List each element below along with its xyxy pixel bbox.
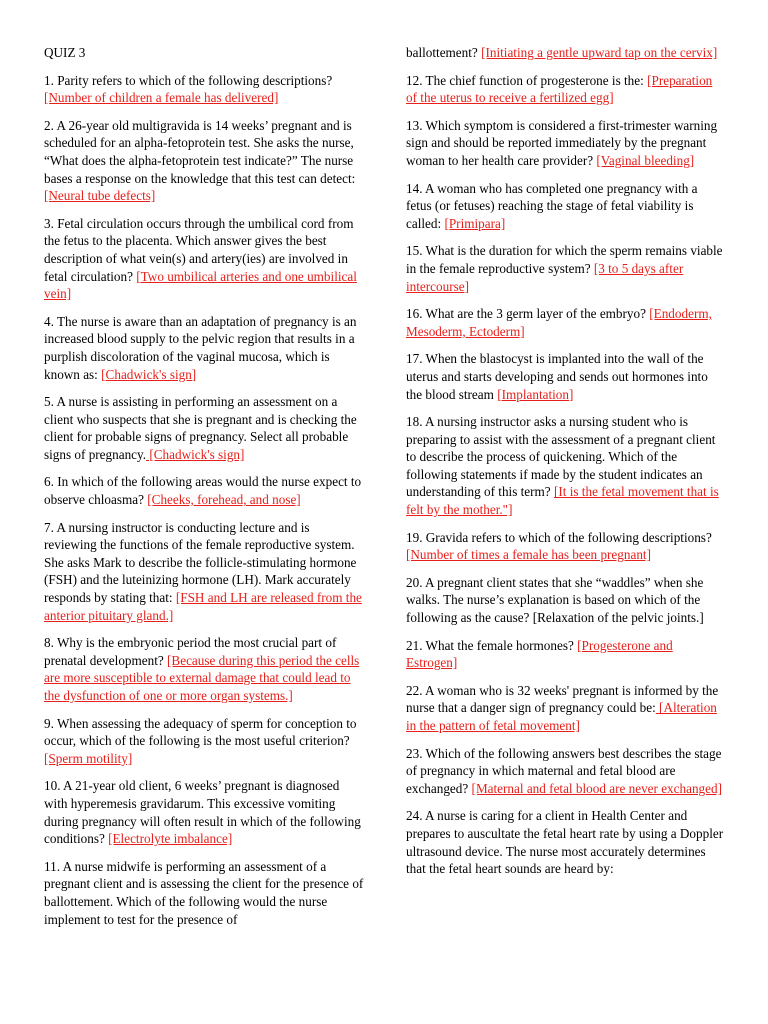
- question-3: [44, 215, 364, 303]
- answer-text: [Endoderm, Mesoderm, Ectoderm]: [406, 306, 712, 339]
- question-text: 5. A nurse is assisting in performing an assessment on a client who suspects that she is pregnant and is checking the client for probable signs of pregnancy. Select all probable signs of pregnancy.: [44, 394, 357, 462]
- answer-text: [Two umbilical arteries and one umbilical vein]: [44, 268, 357, 302]
- question-text: 4. The nurse is aware than an adaptation of pregnancy is an increased blood supply to the pelvic region that results in a purplish discoloration of the vaginal mucosa, which is known as:: [44, 313, 357, 382]
- question-21: [406, 637, 724, 672]
- question-10: [44, 777, 364, 847]
- answer-text: [FSH and LH are released from the anterior pituitary gland.]: [44, 590, 362, 623]
- question-7: [44, 519, 364, 625]
- answer-text: [3 to 5 days after intercourse]: [406, 260, 684, 294]
- question-text: 7. A nursing instructor is conducting lecture and is reviewing the functions of the female reproductive system. She asks Mark to describe the follicle-stimulating hormone (FSH) and the luteinizing hormone (LH). Mark accurately responds by stating that:: [44, 519, 357, 606]
- question-text: 24. A nurse is caring for a client in Health Center and prepares to auscultate the fetal heart rate by using a Doppler ultrasound device. The nurse most accurately determines that the fetal heart sounds are heard by:: [406, 808, 724, 877]
- answer-text: [Number of times a female has been pregnant]: [406, 547, 651, 563]
- question-19: [406, 529, 724, 564]
- question-text: 13. Which symptom is considered a first-trimester warning sign and should be reported immediately by the pregnant woman to her health care provider?: [406, 117, 718, 168]
- answer-text: [Neural tube defects]: [44, 188, 156, 204]
- question-text: 20. A pregnant client states that she “waddles” when she walks. The nurse’s explanation is based on which of the following as the cause? [Relaxation of the pelvic joints.]: [406, 574, 704, 626]
- answer-text: [Preparation of the uterus to receive a fertilized egg]: [406, 72, 713, 106]
- question-2: [44, 117, 364, 205]
- question-text: 19. Gravida refers to which of the following descriptions?: [406, 529, 712, 545]
- question-text: 23. Which of the following answers best describes the stage of pregnancy in which maternal and fetal blood are exchanged?: [406, 745, 722, 796]
- answer-text: [Alteration in the pattern of fetal movement]: [406, 700, 717, 733]
- question-13: [406, 117, 724, 170]
- question-18: [406, 413, 724, 519]
- answer-text: [Maternal and fetal blood are never exchanged]: [471, 780, 722, 796]
- question-22: [406, 682, 724, 735]
- answer-text: [Sperm motility]: [44, 750, 133, 766]
- question-12: [406, 72, 724, 107]
- question-1: [44, 72, 364, 107]
- question-text: 9. When assessing the adequacy of sperm for conception to occur, which of the following is the most useful criterion?: [44, 715, 357, 749]
- question-text: ballottement?: [406, 45, 482, 60]
- question-text: 11. A nurse midwife is performing an assessment of a pregnant client and is assessing the client for the presence of ballottement. Which of the following would the nurse implement to test for the presence of: [44, 858, 364, 927]
- question-text: 22. A woman who is 32 weeks' pregnant is informed by the nurse that a danger sign of pregnancy could be:: [406, 682, 719, 716]
- answer-text: [Chadwick's sign]: [101, 366, 197, 382]
- answer-text: [Primipara]: [444, 215, 506, 231]
- question-text: 8. Why is the embryonic period the most crucial part of prenatal development?: [44, 635, 337, 668]
- question-text: 17. When the blastocyst is implanted into the wall of the uterus and starts developing and sends out hormones into the blood stream: [406, 351, 708, 402]
- question-text: 16. What are the 3 germ layer of the embryo?: [406, 306, 650, 322]
- question-16: [406, 305, 724, 340]
- question-text: 18. A nursing instructor asks a nursing student who is preparing to assist with the assessment of a pregnant client to describe the process of quickening. Which of the following statements if made by the student indicates an understanding of this term?: [406, 414, 716, 500]
- question-text: 1. Parity refers to which of the following descriptions?: [44, 72, 333, 88]
- left-column: [44, 44, 364, 938]
- question-text: 6. In which of the following areas would the nurse expect to observe chloasma?: [44, 474, 362, 508]
- question-20: [406, 574, 724, 627]
- question-14: [406, 180, 724, 233]
- question-24: [406, 807, 724, 877]
- right-column: [406, 44, 724, 888]
- question-23: [406, 745, 724, 798]
- question-text: 15. What is the duration for which the sperm remains viable in the female reproductive system?: [406, 243, 723, 276]
- question-11-continued: [406, 44, 724, 62]
- answer-text: [Number of children a female has delivered]: [44, 90, 279, 106]
- question-text: 12. The chief function of progesterone is the:: [406, 72, 648, 88]
- quiz-title: QUIZ 3: [44, 45, 86, 60]
- question-11: [44, 858, 364, 928]
- question-text: 21. What the female hormones?: [406, 637, 578, 653]
- question-5: [44, 393, 364, 463]
- question-text: 14. A woman who has completed one pregnancy with a fetus (or fetuses) reaching the stage of fetal viability is called:: [406, 180, 698, 231]
- question-text: 10. A 21-year old client, 6 weeks’ pregnant is diagnosed with hyperemesis gravidarum. This excessive vomiting during pregnancy will often result in which of the following conditions?: [44, 778, 361, 847]
- question-17: [406, 350, 724, 403]
- answer-text: [Implantation]: [497, 386, 574, 402]
- answer-text: [Initiating a gentle upward tap on the cervix]: [481, 45, 718, 60]
- answer-text: [Vaginal bleeding]: [596, 152, 695, 168]
- question-9: [44, 715, 364, 768]
- question-6: [44, 473, 364, 508]
- answer-text: [Cheeks, forehead, and nose]: [147, 492, 301, 508]
- answer-text: [Progesterone and Estrogen]: [406, 637, 673, 671]
- question-15: [406, 242, 724, 295]
- question-4: [44, 313, 364, 383]
- question-text: 2. A 26-year old multigravida is 14 weeks’ pregnant and is scheduled for an alpha-fetoprotein test. She asks the nurse, “What does the alpha-fetoprotein test indicate?” The nurse bases a response on the knowledge that this test can detect:: [44, 117, 356, 186]
- answer-text: [Because during this period the cells are more susceptible to external damage that could lead to the dysfunction of one or more organ systems.]: [44, 652, 360, 703]
- question-text: 3. Fetal circulation occurs through the umbilical cord from the fetus to the placenta. Which answer gives the best description of what vein(s) and artery(ies) are involved in fetal circulation?: [44, 215, 354, 284]
- answer-text: [Chadwick's sign]: [146, 446, 245, 462]
- answer-text: [Electrolyte imbalance]: [108, 831, 233, 847]
- answer-text: [It is the fetal movement that is felt by the mother."]: [406, 484, 719, 518]
- question-8: [44, 634, 364, 704]
